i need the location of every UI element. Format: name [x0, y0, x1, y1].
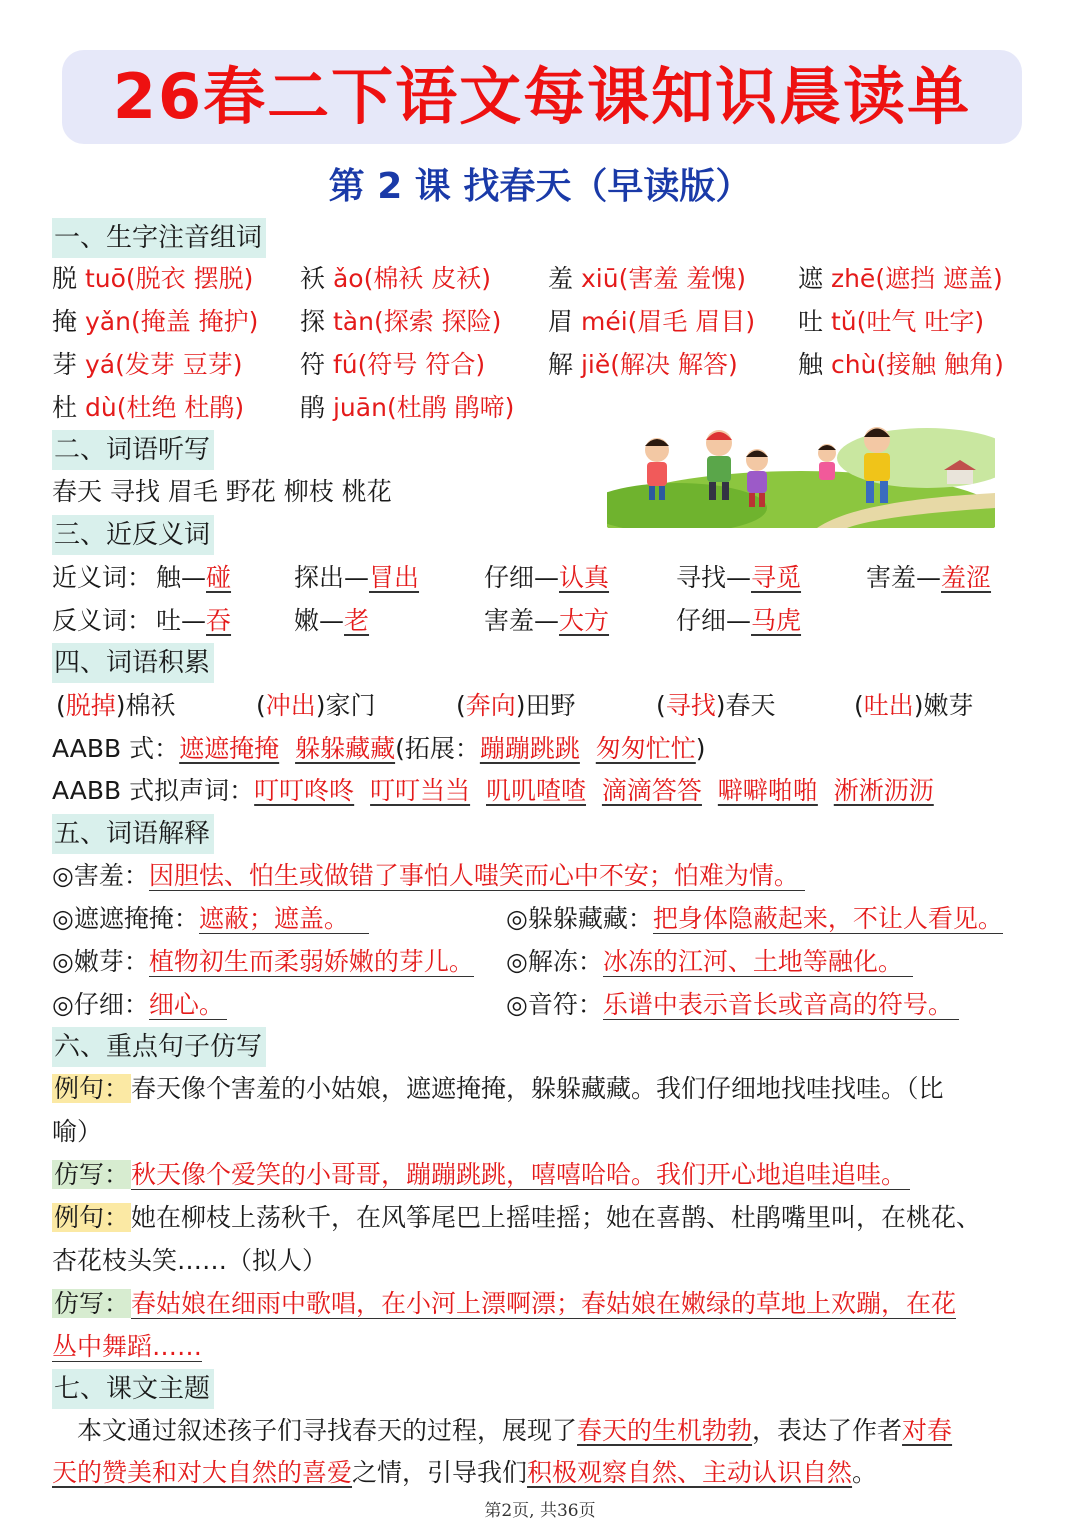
character: 袄	[300, 264, 326, 293]
antonym-answer: 吞	[206, 606, 232, 635]
aabb-sound-label: AABB 式拟声词：	[52, 776, 255, 805]
character: 遮	[798, 264, 824, 293]
example-label: 例句：	[54, 1074, 130, 1103]
sound-word: 叮叮咚咚	[254, 776, 355, 805]
character-entry	[52, 302, 258, 342]
explanation-term: ◎仔细：	[52, 990, 149, 1019]
explanation-item	[506, 899, 1003, 939]
aabb-line	[52, 729, 706, 769]
example-sentence-2	[52, 1198, 981, 1238]
synonym-answer: 羞涩	[941, 563, 992, 592]
character-entry	[300, 259, 491, 299]
character: 杜	[52, 393, 78, 422]
antonym-answer: 大方	[559, 606, 610, 635]
phrase-item: (寻找)春天	[656, 691, 776, 720]
character: 触	[798, 350, 824, 379]
phrase-fill: 冲出	[265, 691, 316, 720]
antonym-answer: 马虎	[751, 606, 802, 635]
explanation-item	[52, 942, 474, 982]
antonym-word: 嫩—	[294, 606, 345, 635]
synonym-pair	[484, 558, 609, 598]
imitation-sentence-1	[52, 1155, 910, 1195]
aabb-word: 蹦蹦跳跳	[479, 734, 580, 763]
aabb-close-paren: )	[695, 734, 706, 763]
page-footer: 第2页, 共36页	[484, 1501, 596, 1521]
pinyin: fú	[332, 350, 358, 379]
explanation-term: ◎躲躲藏藏：	[506, 904, 653, 933]
explanation-item	[52, 985, 227, 1025]
explanation-definition: 植物初生而柔弱娇嫩的芽儿。	[148, 947, 474, 976]
theme-text: 本文通过叙述孩子们寻找春天的过程，展现了	[77, 1416, 578, 1445]
word-pair: (解决 解答)	[610, 350, 738, 379]
sound-word: 噼噼啪啪	[717, 776, 818, 805]
antonym-answer: 老	[344, 606, 370, 635]
synonym-answer: 碰	[206, 563, 232, 592]
explanation-definition: 把身体隐蔽起来，不让人看见。	[652, 904, 1003, 933]
word-pair: (眉毛 眉目)	[627, 307, 756, 336]
antonym-word: 吐—	[156, 606, 207, 635]
word-pair: (接触 触角)	[876, 350, 1004, 379]
phrase-rest: 田野	[525, 691, 576, 720]
aabb-sound-line	[52, 771, 934, 811]
theme-text: ，表达了作者	[752, 1416, 903, 1445]
character-entry	[52, 345, 243, 385]
synonym-word: 寻找—	[676, 563, 752, 592]
example-label: 例句：	[54, 1203, 130, 1232]
phrase-rest: 春天	[725, 691, 776, 720]
example-sentence-2-cont: 杏花枝头笑……（拟人）	[52, 1246, 328, 1275]
imitation-sentence-2	[52, 1284, 956, 1324]
word-pair: (棉袄 皮袄)	[363, 264, 492, 293]
phrase-item: (冲出)家门	[256, 691, 376, 720]
explanation-item	[52, 899, 369, 939]
word-pair: (脱衣 摆脱)	[125, 264, 254, 293]
theme-highlight: 积极观察自然、主动认识自然	[527, 1458, 853, 1487]
phrase-fill: 奔向	[465, 691, 516, 720]
character-entry	[548, 259, 746, 299]
synonym-answer: 寻觅	[751, 563, 802, 592]
character: 羞	[548, 264, 574, 293]
antonym-pair	[676, 601, 801, 641]
character-entry	[798, 302, 984, 342]
word-pair: (符号 符合)	[357, 350, 486, 379]
pinyin: xiū	[580, 264, 619, 293]
phrase-fill: 寻找	[665, 691, 716, 720]
synonym-pair	[676, 558, 801, 598]
pinyin: dù	[84, 393, 117, 422]
explanation-term: ◎解冻：	[506, 947, 603, 976]
explanation-item	[52, 856, 805, 896]
aabb-word: 匆匆忙忙	[595, 734, 696, 763]
word-pair: (掩盖 掩护)	[130, 307, 259, 336]
phrase-rest: 棉袄	[125, 691, 176, 720]
pinyin: jiě	[580, 350, 611, 379]
synonym-answer: 冒出	[369, 563, 420, 592]
section-heading-5: 五、词语解释	[52, 814, 214, 854]
sound-word: 叮叮当当	[370, 776, 471, 805]
pinyin: ǎo	[332, 264, 364, 293]
explanation-definition: 细心。	[149, 985, 227, 1020]
explanation-definition: 遮蔽；遮盖。	[199, 899, 369, 934]
aabb-word: 躲躲藏藏	[295, 734, 396, 763]
theme-highlight: 春天的生机勃勃	[577, 1416, 753, 1445]
character: 解	[548, 350, 574, 379]
imitation-label: 仿写：	[54, 1160, 130, 1189]
sound-word: 滴滴答答	[601, 776, 702, 805]
explanation-term: ◎害羞：	[52, 861, 149, 890]
character: 吐	[798, 307, 824, 336]
character-entry	[798, 259, 1003, 299]
character: 眉	[548, 307, 574, 336]
word-pair: (杜绝 杜鹃)	[116, 393, 245, 422]
character-entry	[300, 302, 501, 342]
phrase-rest: 嫩芽	[923, 691, 974, 720]
section-heading-2: 二、词语听写	[52, 430, 214, 470]
synonym-word: 仔细—	[484, 563, 560, 592]
theme-highlight: 天的赞美和对大自然的喜爱	[52, 1458, 353, 1487]
section-heading-6: 六、重点句子仿写	[52, 1027, 266, 1067]
pinyin: tàn	[332, 307, 374, 336]
imitation-label: 仿写：	[54, 1289, 130, 1318]
imitation-text: 秋天像个爱笑的小哥哥，蹦蹦跳跳，嘻嘻哈哈。我们开心地追哇追哇。	[131, 1160, 910, 1190]
explanation-definition: 乐谱中表示音长或音高的符号。	[603, 990, 959, 1020]
synonym-word: 触—	[156, 563, 207, 592]
word-pair: (杜鹃 鹃啼)	[386, 393, 515, 422]
lesson-title: 第 2 课 找春天（早读版）	[328, 166, 752, 207]
section-heading-1: 一、生字注音组词	[52, 218, 266, 258]
word-pair: (吐气 吐字)	[856, 307, 985, 336]
character-entry	[798, 345, 1004, 385]
explanation-definition: 冰冻的江河、土地等融化。	[603, 947, 913, 977]
aabb-word: 遮遮掩掩	[179, 734, 280, 763]
example-text: 春天像个害羞的小姑娘，遮遮掩掩，躲躲藏藏。我们仔细地找哇找哇。（比	[131, 1074, 944, 1103]
character-entry	[300, 388, 514, 428]
example-text: 她在柳枝上荡秋千，在风筝尾巴上摇哇摇；她在喜鹊、杜鹃嘴里叫，在桃花、	[131, 1203, 982, 1232]
phrase-item: (脱掉)棉袄	[56, 691, 176, 720]
dictation-words: 春天 寻找 眉毛 野花 柳枝 桃花	[52, 477, 392, 506]
pinyin: juān	[332, 393, 387, 422]
word-pair: (探索 探险)	[373, 307, 502, 336]
word-pair: (发芽 豆芽)	[115, 350, 243, 379]
phrase-fill: 吐出	[863, 691, 914, 720]
page-banner	[62, 50, 1022, 144]
character: 芽	[52, 350, 78, 379]
imitation-text: 春姑娘在细雨中歌唱，在小河上漂啊漂；春姑娘在嫩绿的草地上欢蹦，在花	[131, 1289, 957, 1318]
antonym-pair	[156, 601, 231, 641]
theme-highlight: 对春	[902, 1416, 953, 1445]
antonym-pair	[484, 601, 609, 641]
synonym-pair	[294, 558, 419, 598]
pinyin: chù	[830, 350, 877, 379]
synonym-word: 害羞—	[866, 563, 942, 592]
character: 符	[300, 350, 326, 379]
explanation-item	[506, 985, 959, 1025]
imitation-text: 丛中舞蹈……	[52, 1332, 203, 1361]
section-heading-7: 七、课文主题	[52, 1369, 214, 1409]
theme-text: 之情，引导我们	[352, 1458, 528, 1487]
synonym-pair	[866, 558, 991, 598]
character-entry	[548, 345, 738, 385]
character: 鹃	[300, 393, 326, 422]
antonym-label: 反义词：	[52, 606, 153, 635]
character: 探	[300, 307, 326, 336]
character-entry	[300, 345, 485, 385]
explanation-term: ◎嫩芽：	[52, 947, 149, 976]
antonym-pair	[294, 601, 369, 641]
phrase-rest: 家门	[325, 691, 376, 720]
imitation-sentence-2-cont	[52, 1327, 202, 1367]
synonym-pair	[156, 558, 231, 598]
explanation-definition: 因胆怯、怕生或做错了事怕人嗤笑而心中不安；怕难为情。	[149, 861, 805, 891]
explanation-term: ◎音符：	[506, 990, 603, 1019]
synonym-label: 近义词：	[52, 563, 153, 592]
pinyin: yá	[84, 350, 116, 379]
character: 脱	[52, 264, 78, 293]
antonym-word: 仔细—	[676, 606, 752, 635]
pinyin: tǔ	[830, 307, 857, 336]
explanation-item	[506, 942, 913, 982]
example-sentence-1-cont: 喻）	[52, 1117, 103, 1146]
theme-paragraph-line2	[52, 1453, 877, 1493]
character: 掩	[52, 307, 78, 336]
phrase-fill: 脱掉	[65, 691, 116, 720]
explanation-term: ◎遮遮掩掩：	[52, 904, 199, 933]
antonym-word: 害羞—	[484, 606, 560, 635]
banner-title-part1: 26春二下语文	[112, 60, 524, 133]
sound-word: 叽叽喳喳	[486, 776, 587, 805]
character-entry	[548, 302, 755, 342]
sound-word: 淅淅沥沥	[833, 776, 934, 805]
aabb-label: AABB 式：	[52, 734, 180, 763]
aabb-extension-label: (拓展：	[395, 734, 480, 763]
pinyin: yǎn	[84, 307, 131, 336]
pinyin: méi	[580, 307, 628, 336]
children-illustration	[607, 398, 995, 528]
character-entry	[52, 259, 253, 299]
section-heading-4: 四、词语积累	[52, 643, 214, 683]
section-heading-3: 三、近反义词	[52, 515, 214, 555]
phrase-item: (奔向)田野	[456, 691, 576, 720]
synonym-word: 探出—	[294, 563, 370, 592]
word-pair: (遮挡 遮盖)	[875, 264, 1003, 293]
theme-text: 。	[852, 1458, 878, 1487]
character-entry	[52, 388, 244, 428]
phrase-item: (吐出)嫩芽	[854, 691, 974, 720]
pinyin: zhē	[830, 264, 876, 293]
theme-paragraph-line1	[52, 1411, 952, 1451]
word-pair: (害羞 羞愧)	[618, 264, 747, 293]
banner-title-part2: 每课知识晨读单	[523, 60, 972, 133]
example-sentence-1	[52, 1069, 944, 1109]
synonym-answer: 认真	[559, 563, 610, 592]
pinyin: tuō	[84, 264, 126, 293]
